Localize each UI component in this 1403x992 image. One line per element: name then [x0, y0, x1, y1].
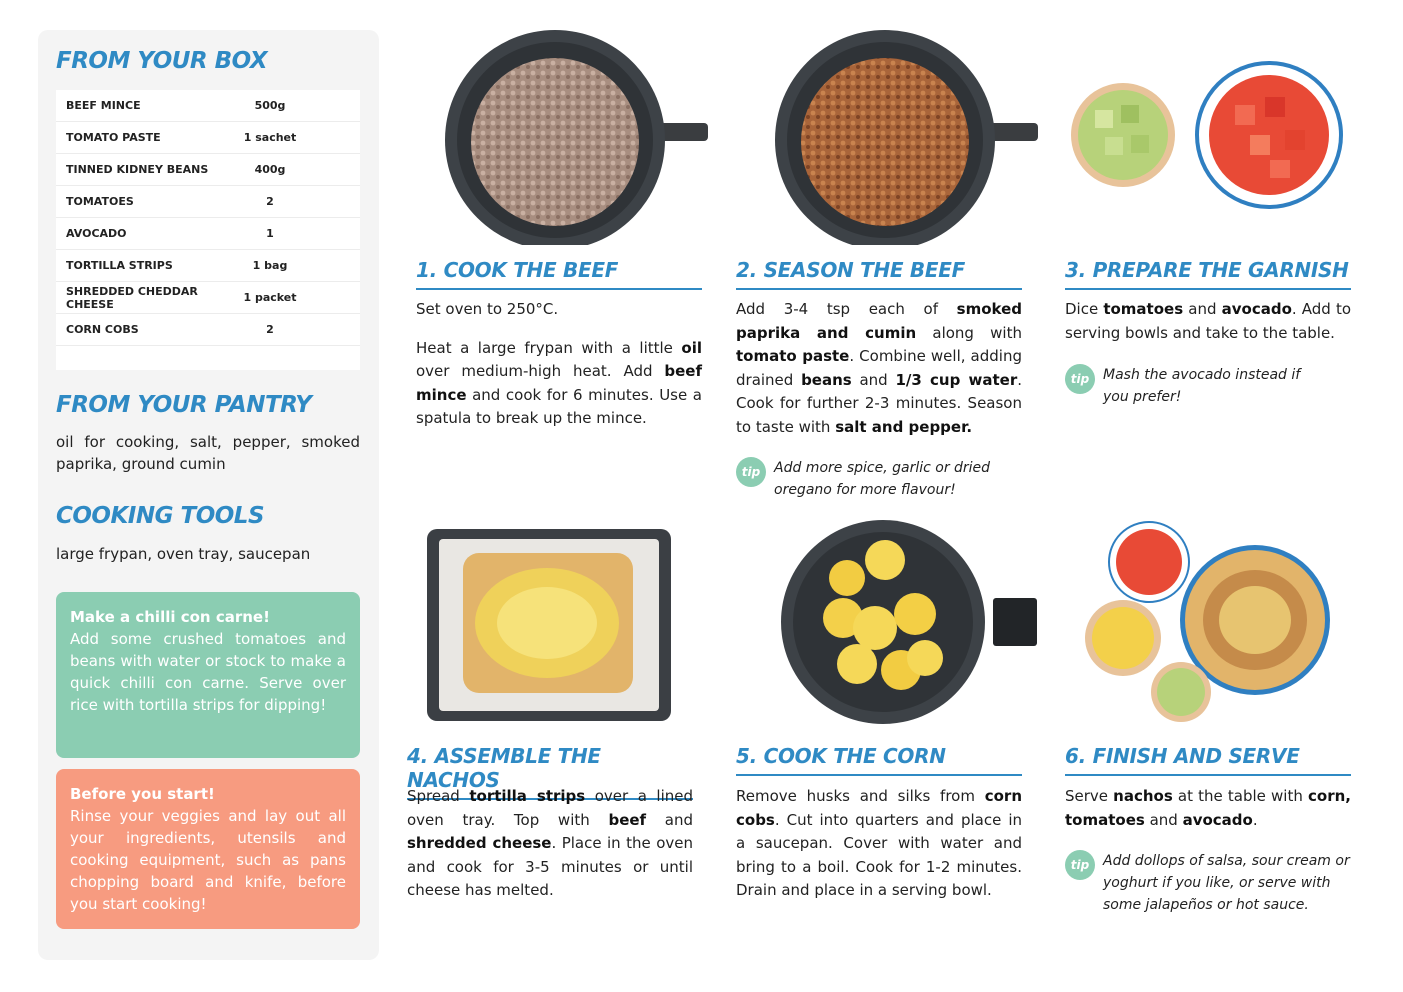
ingredient-row — [56, 186, 360, 218]
step-6-text: Serve nachos at the table with corn, tomatoes and avocado. — [1065, 787, 1351, 829]
ingredient-qty: 2 — [266, 323, 274, 336]
before-start-callout — [56, 769, 360, 929]
step-5-title: 5. COOK THE CORN — [736, 744, 1022, 776]
ingredient-name: TINNED KIDNEY BEANS — [66, 163, 209, 176]
ingredient-name: SHREDDED CHEDDAR CHEESE — [66, 284, 198, 311]
tip-badge: tip — [1065, 364, 1095, 394]
step-3-tip — [1065, 364, 1315, 408]
ingredient-qty: 1 — [266, 227, 274, 240]
beef-pan-photo — [430, 30, 710, 245]
ingredient-row — [56, 282, 360, 314]
nachos-tray-photo — [425, 525, 675, 725]
callout-title: Make a chilli con carne! — [70, 608, 270, 626]
ingredient-qty: 500g — [254, 99, 286, 112]
step-5-text: Remove husks and silks from corn cobs. Cut into quarters and place in a saucepan. Cover with water and bring to a boil. Cook for 1-2 minutes. Drain and place in a serving bowl. — [736, 787, 1022, 899]
ingredient-row — [56, 122, 360, 154]
tip-text: Add dollops of salsa, sour cream or yoghurt if you like, or serve with some jalapeños or hot sauce. — [1103, 853, 1350, 913]
corn-pan-photo — [765, 520, 1040, 725]
tip-badge: tip — [736, 457, 766, 487]
tip-text: Add more spice, garlic or dried oregano for more flavour! — [774, 460, 991, 498]
from-your-pantry-title: FROM YOUR PANTRY — [56, 392, 312, 418]
step-6-title: 6. FINISH AND SERVE — [1065, 744, 1351, 776]
step-3-title: 3. PREPARE THE GARNISH — [1065, 258, 1351, 290]
step-4-title: 4. ASSEMBLE THE NACHOS — [407, 744, 693, 800]
ingredients-table — [56, 90, 360, 370]
tools-text: large frypan, oven tray, saucepan — [56, 545, 311, 563]
from-your-box-title: FROM YOUR BOX — [56, 48, 268, 74]
ingredient-row — [56, 90, 360, 122]
cooking-tools-title: COOKING TOOLS — [56, 503, 265, 529]
ingredient-name: TOMATOES — [66, 195, 134, 208]
ingredient-name: TORTILLA STRIPS — [66, 259, 173, 272]
tip-badge: tip — [1065, 850, 1095, 880]
callout-text: Rinse your veggies and lay out all your ingredients, utensils and cooking equipment, such as pans chopping board and knife, before you start cooking! — [70, 807, 346, 913]
step-1-para: Set oven to 250°C. — [416, 300, 559, 318]
ingredient-name: AVOCADO — [66, 227, 127, 240]
final-serve-photo — [1085, 520, 1340, 725]
garnish-bowls-photo — [1065, 55, 1375, 220]
chilli-callout — [56, 592, 360, 758]
seasoned-beef-photo — [760, 30, 1040, 245]
ingredient-name: BEEF MINCE — [66, 99, 141, 112]
ingredient-name: TOMATO PASTE — [66, 131, 161, 144]
ingredient-row — [56, 314, 360, 346]
step-2-text: Add 3-4 tsp each of smoked paprika and cumin along with tomato paste. Combine well, adding drained beans and 1/3 cup water. Cook for further 2-3 minutes. Season to taste with salt and pepper. — [736, 300, 1023, 436]
callout-text: Add some crushed tomatoes and beans with water or stock to make a quick chilli con carne. Serve over rice with tortilla strips for dipping! — [70, 630, 346, 714]
ingredient-qty: 1 sachet — [243, 131, 297, 144]
step-1-text — [416, 298, 702, 446]
ingredient-qty: 2 — [266, 195, 274, 208]
step-1-para: Heat a large frypan with a little oil over medium-high heat. Add beef mince and cook for 6 minutes. Use a spatula to break up the mince. — [416, 338, 702, 427]
step-4-text: Spread tortilla strips over a lined oven tray. Top with beef and shredded cheese. Place in the oven and cook for 3-5 minutes or until cheese has melted. — [407, 787, 693, 899]
tip-text: Mash the avocado instead if you prefer! — [1103, 367, 1301, 405]
pantry-text: oil for cooking, salt, pepper, smoked paprika, ground cumin — [56, 433, 360, 473]
ingredient-row — [56, 154, 360, 186]
step-3-text: Dice tomatoes and avocado. Add to serving bowls and take to the table. — [1065, 300, 1352, 342]
ingredient-name: CORN COBS — [66, 323, 139, 336]
ingredient-qty: 400g — [254, 163, 286, 176]
step-1-title: 1. COOK THE BEEF — [416, 258, 702, 290]
ingredient-qty: 1 bag — [252, 259, 288, 272]
step-2-title: 2. SEASON THE BEEF — [736, 258, 1022, 290]
ingredient-row — [56, 250, 360, 282]
ingredient-qty: 1 packet — [243, 291, 297, 304]
ingredient-row — [56, 218, 360, 250]
step-2-tip — [736, 457, 1022, 501]
step-6-tip — [1065, 850, 1351, 916]
callout-title: Before you start! — [70, 785, 215, 803]
